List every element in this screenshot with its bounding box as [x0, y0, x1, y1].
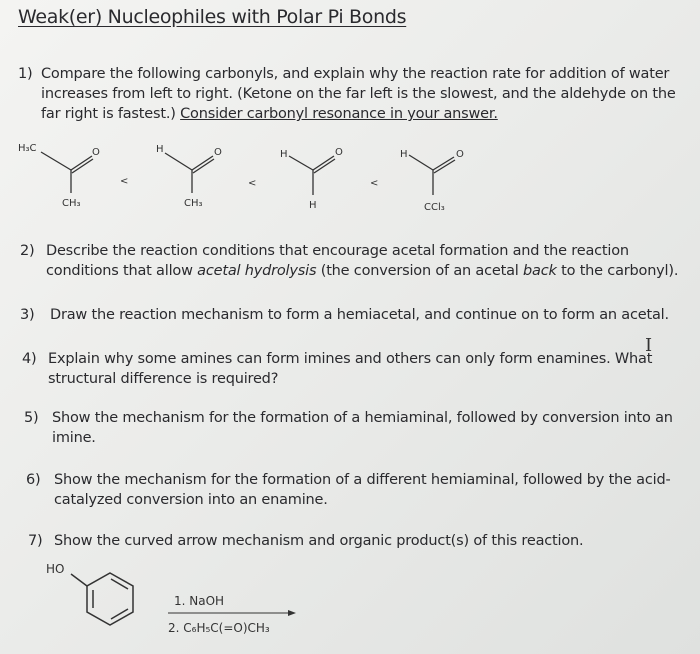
question-number: 6) — [26, 472, 41, 488]
molecule-2-left-label: H — [156, 144, 164, 155]
question-1-hint: Consider carbonyl resonance in your answer. — [180, 106, 498, 122]
molecule-4-bottom-label: CCl₃ — [424, 202, 445, 213]
molecule-2-oxygen: O — [214, 147, 222, 158]
question-2-text-a: Describe the reaction conditions that encourage acetal formation and the reaction conditions that allow — [46, 243, 629, 279]
question-1-text: Compare the following carbonyls, and explain why the reaction rate for addition of water increases from left to right. (Ketone on the far left is the slowest, and the aldehyde on the far right is fastest.) — [41, 66, 676, 122]
question-number: 1) — [18, 66, 33, 82]
comparator: < — [370, 178, 379, 189]
question-number: 2) — [20, 243, 35, 259]
molecule-2-bottom-label: CH₃ — [184, 198, 203, 209]
question-2-text-c: to the carbonyl). — [561, 263, 679, 279]
molecule-1-left-label: H₃C — [18, 143, 37, 154]
molecule-3-left-label: H — [280, 149, 288, 160]
comparator: < — [248, 178, 257, 189]
question-number: 7) — [28, 533, 43, 549]
molecule-1-oxygen: O — [92, 147, 100, 158]
comparator: < — [120, 176, 129, 187]
page-title: Weak(er) Nucleophiles with Polar Pi Bonds — [18, 6, 407, 28]
question-number: 3) — [20, 307, 35, 323]
question-text: Show the mechanism for the formation of a different hemiaminal, followed by the acid-catalyzed conversion into an enamine. — [54, 472, 671, 508]
question-text: Draw the reaction mechanism to form a hemiacetal, and continue on to form an acetal. — [50, 307, 669, 323]
reagent-step-2: 2. C₆H₅C(=O)CH₃ — [168, 621, 270, 635]
hydroxyl-label: HO — [46, 562, 65, 576]
question-2-italic-b: back — [523, 263, 557, 279]
question-number: 5) — [24, 410, 39, 426]
reagent-step-1: 1. NaOH — [174, 594, 225, 608]
bond — [111, 579, 128, 589]
cyclohexane-ring — [87, 573, 133, 625]
molecule-3-bottom-label: H — [309, 200, 317, 211]
molecule-1-bottom-label: CH₃ — [62, 198, 81, 209]
molecule-4-left-label: H — [400, 149, 408, 160]
bond — [71, 574, 87, 586]
arrow-head-icon — [288, 610, 296, 616]
text-cursor-icon: I — [645, 335, 653, 356]
question-text: Show the curved arrow mechanism and organic product(s) of this reaction. — [54, 533, 584, 549]
molecule-3-oxygen: O — [335, 147, 343, 158]
molecule-4-oxygen: O — [456, 149, 464, 160]
question-number: 4) — [22, 351, 37, 367]
question-text: Explain why some amines can form imines and others can only form enamines. What structural difference is required? — [48, 351, 653, 387]
question-text: Show the mechanism for the formation of a hemiaminal, followed by conversion into an imine. — [52, 410, 673, 446]
question-2-text-b: (the conversion of an acetal — [320, 263, 519, 279]
bond — [111, 609, 128, 619]
question-2-italic-a: acetal hydrolysis — [197, 263, 317, 279]
